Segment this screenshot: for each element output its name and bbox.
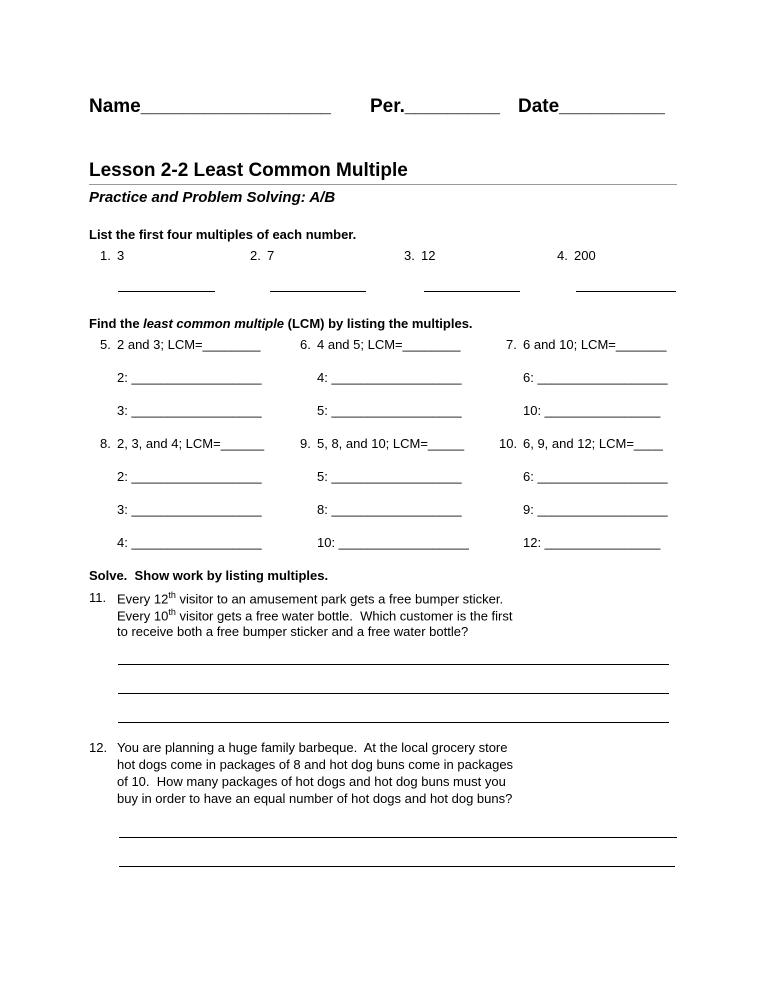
problem-7-row-2[interactable]: 10: ________________ xyxy=(523,403,661,418)
problem-1-number: 1. xyxy=(100,248,111,263)
problem-11-line-2: Every 10th visitor gets a free water bottle. Which customer is the first xyxy=(117,607,513,624)
answer-line-4[interactable] xyxy=(576,291,676,292)
answer-line-11b[interactable] xyxy=(118,693,669,694)
problem-6-row-1[interactable]: 4: __________________ xyxy=(317,370,462,385)
problem-1-value: 3 xyxy=(117,248,125,263)
problem-3-value: 12 xyxy=(421,248,436,263)
problem-11-line-3: to receive both a free bumper sticker and a free water bottle? xyxy=(117,624,469,639)
page-title: Lesson 2-2 Least Common Multiple xyxy=(89,160,408,181)
problem-10-row-1[interactable]: 6: __________________ xyxy=(523,469,668,484)
answer-line-11a[interactable] xyxy=(118,664,669,665)
date-field[interactable]: Date__________ xyxy=(518,96,665,117)
answer-line-3[interactable] xyxy=(424,291,520,292)
title-divider xyxy=(89,184,677,185)
problem-2-value: 7 xyxy=(267,248,275,263)
name-field[interactable]: Name__________________ xyxy=(89,96,331,117)
problem-8-row-3[interactable]: 4: __________________ xyxy=(117,535,262,550)
problem-12-number: 12. xyxy=(89,740,108,755)
problem-9-number: 9. xyxy=(300,436,311,451)
problem-8-row-2[interactable]: 3: __________________ xyxy=(117,502,262,517)
problem-4-number: 4. xyxy=(557,248,568,263)
problem-9-row-1[interactable]: 5: __________________ xyxy=(317,469,462,484)
problem-9-row-2[interactable]: 8: __________________ xyxy=(317,502,462,517)
problem-6-row-2[interactable]: 5: __________________ xyxy=(317,403,462,418)
problem-6-number: 6. xyxy=(300,337,311,352)
problem-5-row-1[interactable]: 2: __________________ xyxy=(117,370,262,385)
problem-10-row-2[interactable]: 9: __________________ xyxy=(523,502,668,517)
problem-10-label[interactable]: 6, 9, and 12; LCM=____ xyxy=(523,436,663,451)
problem-11-line-1: Every 12th visitor to an amusement park gets a free bumper sticker. xyxy=(117,590,504,607)
problem-10-number: 10. xyxy=(499,436,518,451)
problem-12-line-2: hot dogs come in packages of 8 and hot dog buns come in packages xyxy=(117,757,514,772)
section2-instruction: Find the least common multiple (LCM) by listing the multiples. xyxy=(89,316,473,331)
section3-instruction: Solve. Show work by listing multiples. xyxy=(89,568,329,583)
problem-6-label[interactable]: 4 and 5; LCM=________ xyxy=(317,337,461,352)
problem-5-row-2[interactable]: 3: __________________ xyxy=(117,403,262,418)
problem-8-number: 8. xyxy=(100,436,111,451)
problem-9-row-3[interactable]: 10: __________________ xyxy=(317,535,469,550)
problem-4-value: 200 xyxy=(574,248,596,263)
problem-8-label[interactable]: 2, 3, and 4; LCM=______ xyxy=(117,436,265,451)
problem-7-number: 7. xyxy=(506,337,517,352)
problem-3-number: 3. xyxy=(404,248,415,263)
problem-2-number: 2. xyxy=(250,248,261,263)
page-subtitle: Practice and Problem Solving: A/B xyxy=(89,189,336,206)
answer-line-1[interactable] xyxy=(118,291,215,292)
problem-12-line-3: of 10. How many packages of hot dogs and hot dog buns must you xyxy=(117,774,506,789)
problem-10-row-3[interactable]: 12: ________________ xyxy=(523,535,661,550)
period-field[interactable]: Per._________ xyxy=(370,96,500,117)
problem-12-line-1: You are planning a huge family barbeque. At the local grocery store xyxy=(117,740,508,755)
answer-line-12b[interactable] xyxy=(119,866,675,867)
section1-instruction: List the first four multiples of each number. xyxy=(89,227,357,242)
problem-7-label[interactable]: 6 and 10; LCM=_______ xyxy=(523,337,667,352)
answer-line-2[interactable] xyxy=(270,291,366,292)
answer-line-11c[interactable] xyxy=(118,722,669,723)
problem-5-number: 5. xyxy=(100,337,111,352)
problem-12-line-4: buy in order to have an equal number of hot dogs and hot dog buns? xyxy=(117,791,513,806)
problem-9-label[interactable]: 5, 8, and 10; LCM=_____ xyxy=(317,436,465,451)
problem-7-row-1[interactable]: 6: __________________ xyxy=(523,370,668,385)
answer-line-12a[interactable] xyxy=(119,837,677,838)
problem-11-number: 11. xyxy=(89,590,107,605)
problem-5-label[interactable]: 2 and 3; LCM=________ xyxy=(117,337,261,352)
problem-8-row-1[interactable]: 2: __________________ xyxy=(117,469,262,484)
